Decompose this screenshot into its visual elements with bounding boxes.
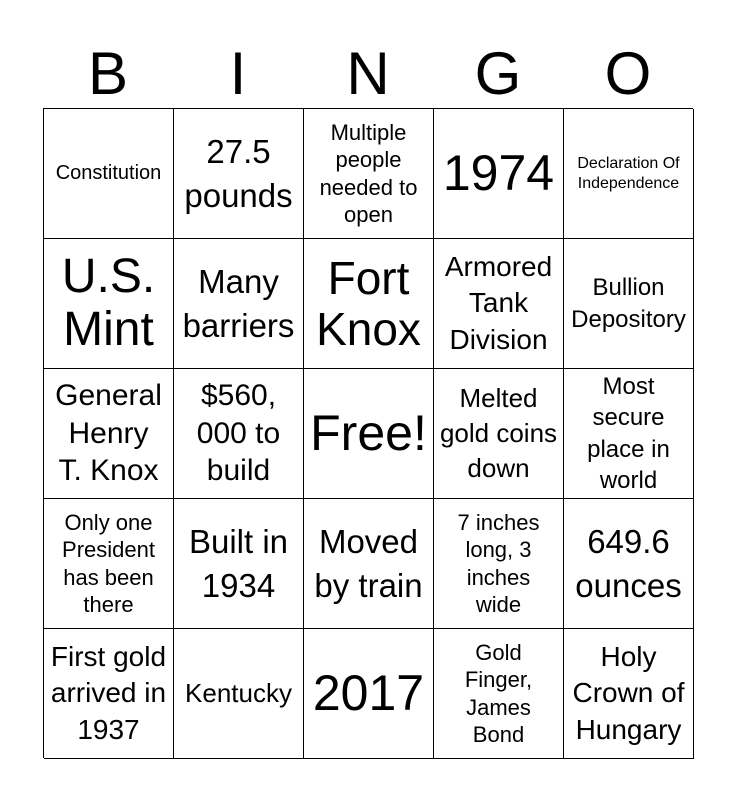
bingo-cell-text: 7 inches long, 3 inches wide (457, 509, 540, 617)
bingo-cell[interactable] (434, 109, 564, 239)
bingo-cell[interactable] (564, 239, 694, 369)
bingo-cell-text: 1974 (442, 145, 555, 201)
bingo-cell[interactable] (304, 369, 434, 499)
bingo-cell[interactable] (174, 239, 304, 369)
bingo-cell-text: U.S. Mint (61, 249, 156, 356)
bingo-cell[interactable] (564, 369, 694, 499)
bingo-cell[interactable] (304, 109, 434, 239)
bingo-cell-text: Kentucky (185, 677, 292, 708)
bingo-cell[interactable] (174, 629, 304, 759)
bingo-cell-text: First gold arrived in 1937 (50, 640, 167, 745)
bingo-board (43, 108, 693, 758)
bingo-cell-text: Most secure place in world (587, 373, 670, 494)
header-letter-i: I (229, 40, 247, 107)
bingo-cell-text: 649.6 ounces (575, 522, 682, 604)
bingo-cell[interactable] (564, 629, 694, 759)
header-letter-o: O (604, 40, 652, 107)
bingo-cell[interactable] (174, 499, 304, 629)
bingo-cell-text: Constitution (55, 162, 162, 184)
bingo-cell-text: Built in 1934 (188, 522, 289, 604)
bingo-cell[interactable] (434, 499, 564, 629)
bingo-cell-text: Melted gold coins down (439, 382, 558, 484)
header-letter-g: G (474, 40, 522, 107)
bingo-cell-text: Bullion Depository (571, 274, 686, 333)
bingo-cell[interactable] (304, 629, 434, 759)
bingo-cell[interactable] (434, 369, 564, 499)
bingo-cell[interactable] (44, 239, 174, 369)
bingo-cell-text: Declaration Of Independence (577, 155, 680, 192)
bingo-cell-text: Only one President has been there (62, 509, 155, 617)
bingo-cell[interactable] (434, 629, 564, 759)
bingo-cell-text: 2017 (312, 665, 425, 721)
header-letter-n: N (346, 40, 390, 107)
header-letter-b: B (87, 40, 129, 107)
bingo-cell[interactable] (44, 369, 174, 499)
bingo-cell[interactable] (174, 109, 304, 239)
bingo-cell-text: Holy Crown of Hungary (572, 640, 685, 745)
bingo-cell[interactable] (434, 239, 564, 369)
bingo-cell-text: Many barriers (182, 262, 295, 344)
bingo-cell-text: Fort Knox (316, 251, 421, 355)
bingo-cell-text: Multiple people needed to open (319, 119, 418, 227)
bingo-cell[interactable] (564, 499, 694, 629)
bingo-cell[interactable] (44, 629, 174, 759)
bingo-cell[interactable] (304, 239, 434, 369)
bingo-cell[interactable] (44, 109, 174, 239)
bingo-cell[interactable] (304, 499, 434, 629)
bingo-header (43, 40, 693, 108)
bingo-cell-text: Gold Finger, James Bond (464, 639, 533, 747)
bingo-cell-text: 27.5 pounds (184, 132, 293, 214)
bingo-cell[interactable] (44, 499, 174, 629)
free-space: Free! (310, 405, 427, 461)
bingo-cell-text: Armored Tank Division (444, 250, 553, 355)
bingo-cell-text: $560, 000 to build (196, 379, 281, 488)
bingo-cell[interactable] (174, 369, 304, 499)
bingo-cell[interactable] (564, 109, 694, 239)
bingo-cell-text: General Henry T. Knox (55, 379, 162, 488)
bingo-cell-text: Moved by train (314, 522, 423, 604)
